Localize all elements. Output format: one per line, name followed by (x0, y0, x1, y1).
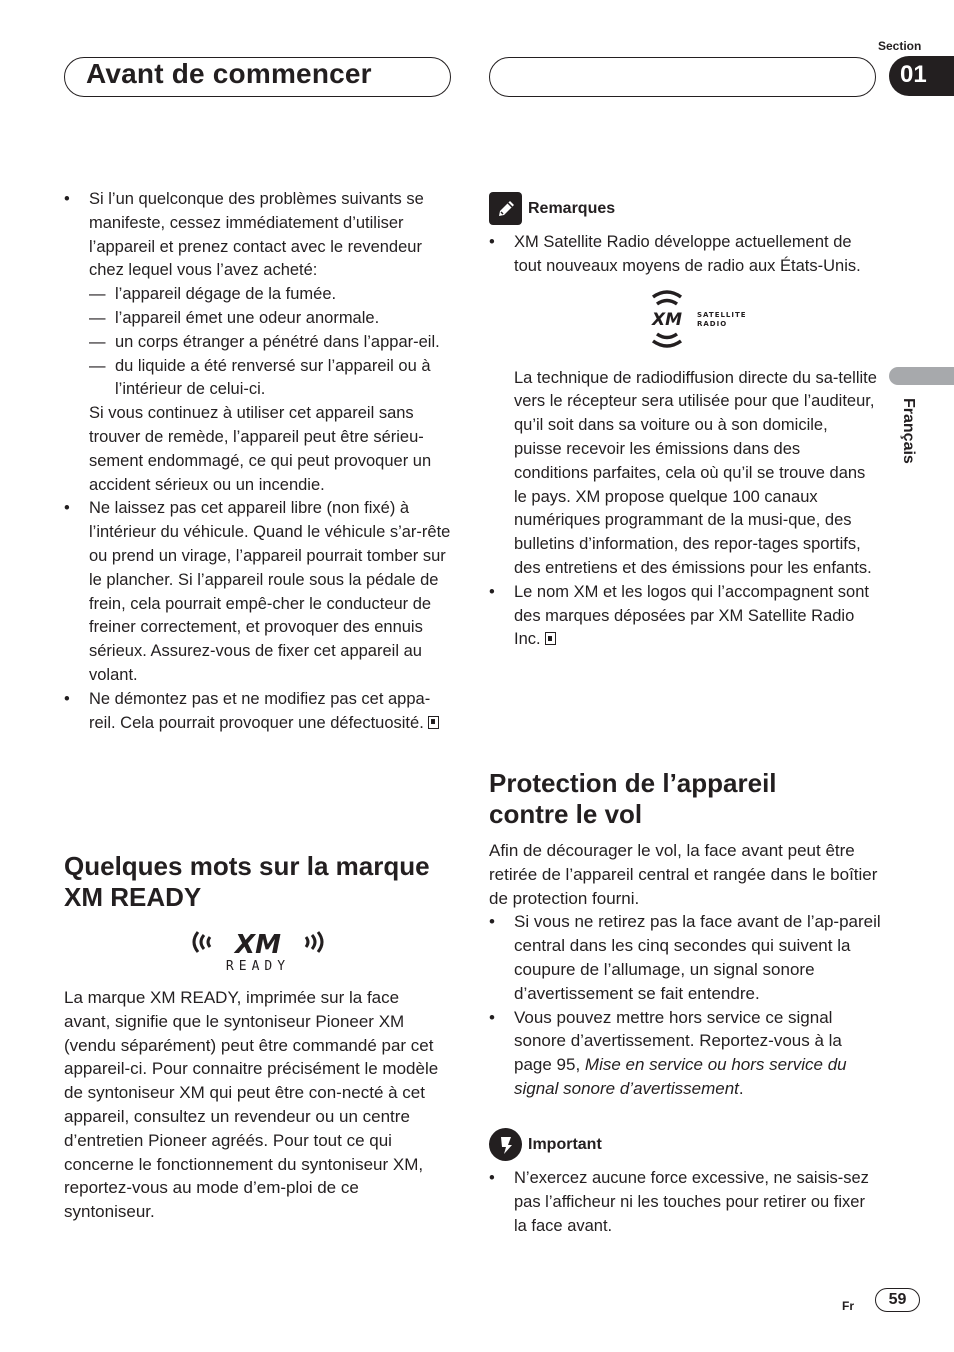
left-column (64, 188, 454, 735)
remarks-header (489, 192, 877, 225)
svg-text:XM: XM (651, 309, 683, 330)
remarks-title: Remarques (528, 199, 616, 217)
svg-text:RADIO: RADIO (697, 319, 728, 328)
list-item (64, 188, 454, 283)
right-column (489, 192, 877, 652)
end-mark-icon (545, 632, 556, 645)
bullet-icon: • (489, 233, 495, 251)
xm-ready-paragraph-block (64, 986, 449, 1224)
list-item (489, 910, 881, 1005)
section-label: Section (878, 39, 922, 53)
list-item (489, 231, 877, 279)
protection-heading: Protection de l’appareil contre le vol (489, 768, 777, 829)
important-icon (489, 1128, 522, 1161)
bullet-icon: • (64, 190, 70, 208)
protection-intro: Afin de décourager le vol, la face avant peut être retirée de l’appareil central et rangée dans le boîtier de protection fourni. (489, 841, 878, 908)
end-mark-icon (428, 716, 439, 729)
list-item (489, 1006, 881, 1101)
bullet-text: Ne démontez pas et ne modifiez pas cet appa-reil. Cela pourrait provoquer une défectuosité. (89, 688, 454, 736)
svg-text:XM: XM (235, 930, 281, 960)
svg-text:SATELLITE: SATELLITE (697, 310, 747, 319)
xm-ready-paragraph: La marque XM READY, imprimée sur la face avant, signifie que le syntoniseur Pioneer XM (vendu séparément) peut être commandé par cet appareil-ci. Pour connaitre précisément le modèle de syntoniseur XM qui peut être con-necté à cet appareil, consultez un revendeur ou un centre d’entretien Pioneer agréés. Pour tout ce qui concerne le fonctionnement du syntoniseur XM, reportez-vous au mode d’em-ploi de ce syntoniseur. (64, 988, 439, 1222)
dash-text: un corps étranger a pénétré dans l’appar-eil. (115, 332, 440, 351)
important-title: Important (528, 1135, 602, 1153)
bullet-followup: Si vous continuez à utiliser cet appareil sans trouver de remède, l’appareil peut être sérieu-sement endommagé, ce qui peut provoquer un accident sérieux ou un incendie. (89, 404, 432, 494)
bullet-icon: • (489, 1169, 495, 1187)
xm-ready-logo-text: READY (225, 959, 291, 974)
dash-text: l’appareil émet une odeur anormale. (115, 308, 380, 327)
page-number: 59 (875, 1288, 920, 1312)
dash-item: — du liquide a été renversé sur l’appareil ou à l’intérieur de celui-ci. (64, 355, 454, 403)
list-item (64, 497, 454, 687)
important-block (489, 1128, 877, 1238)
bullet-text: Vous pouvez mettre hors service ce signal sonore d’avertissement. Reportez-vous à la page 95, Mise en service ou hors service du signal sonore d’avertissement. (514, 1007, 847, 1098)
bullet-icon: • (64, 689, 70, 708)
bullet-text: Si l’un quelconque des problèmes suivants se manifeste, cessez immédiatement d’utiliser l’appareil et prenez contact avec le revendeur chez lequel vous l’avez acheté: (89, 190, 424, 280)
xm-ready-logo (188, 928, 328, 974)
bullet-icon: • (489, 582, 495, 601)
dash-text: l’appareil dégage de la fumée. (115, 285, 337, 304)
protection-block (489, 839, 881, 1101)
bullet-text: Si vous ne retirez pas la face avant de l’ap-pareil central dans les cinq secondes qui suivent la coupure de l’allumage, un signal sonore d’avertissement se fait entendre. (514, 912, 881, 1003)
xm-ready-heading: Quelques mots sur la marque XM READY (64, 851, 430, 912)
bullet-text: Le nom XM et les logos qui l’accompagnent sont des marques déposées par XM Satellite Radio Inc. (514, 582, 869, 649)
language-label: Français (900, 398, 917, 464)
pencil-icon (489, 192, 522, 225)
dash-item: — un corps étranger a pénétré dans l’appar-eil. (64, 331, 454, 355)
header-title: Avant de commencer (86, 58, 372, 89)
language-code: Fr (842, 1299, 854, 1313)
bullet-text: Ne laissez pas cet appareil libre (non fixé) à l’intérieur du véhicule. Quand le véhicule s’ar-rête ou prend un virage, l’appareil pourrait tomber sur le plancher. Si l’appareil roule sous la pédale de frein, cela pourrait empê-cher le conducteur de freiner correctement, et provoquer des ennuis sérieux. Assurez-vous de fixer cet appareil au volant. (89, 499, 451, 684)
xm-satellite-logo (647, 279, 877, 367)
dash-text: du liquide a été renversé sur l’appareil ou à l’intérieur de celui-ci. (115, 356, 431, 399)
bullet-icon: • (64, 499, 70, 518)
section-number: 01 (889, 56, 954, 96)
list-item (489, 1167, 877, 1238)
bullet-text: N’exercez aucune force excessive, ne saisis-sez pas l’afficheur ni les touches pour retirer ou fixer la face avant. (514, 1169, 869, 1235)
bullet-text: XM Satellite Radio développe actuellement de tout nouveaux moyens de radio aux États-Unis. (514, 233, 861, 275)
page-reference: Mise en service ou hors service du signal sonore d’avertissement (514, 1055, 847, 1098)
bullet-icon: • (489, 1007, 495, 1027)
important-header (489, 1128, 877, 1161)
list-item (64, 688, 454, 736)
language-tab (889, 367, 954, 385)
dash-item: — l’appareil émet une odeur anormale. (64, 307, 454, 331)
dash-item: — l’appareil dégage de la fumée. (64, 283, 454, 307)
list-item (489, 581, 877, 652)
bullet-icon: • (489, 912, 495, 932)
header-blank-frame (489, 57, 876, 97)
remark-continuation: La technique de radiodiffusion directe du sa-tellite vers le récepteur sera utilisée pour que l’auditeur, qu’il soit dans sa voiture ou à son domicile, puisse recevoir les émissions dans des conditions parfaites, cela où qu’il se trouve dans le pays. XM propose quelque 100 canaux numériques programmant de la musi-que, des bulletins d’information, des repor-tages sportifs, des entretiens et des émissions pour les enfants. (514, 368, 877, 577)
